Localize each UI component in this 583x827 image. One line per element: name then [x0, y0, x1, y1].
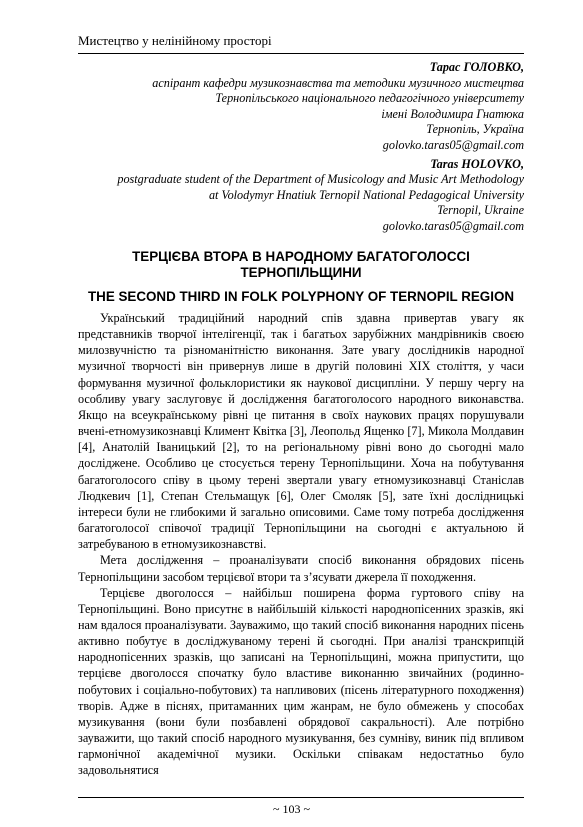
page-number: ~ 103 ~: [273, 802, 310, 816]
author-affiliation-line: Тернопільського національного педагогічного університету: [215, 91, 524, 106]
author-location: Ternopil, Ukraine: [437, 203, 524, 218]
author-name-uk: Тарас ГОЛОВКО,: [429, 60, 524, 74]
author-block-en: [78, 157, 524, 235]
author-location: Тернопіль, Україна: [426, 122, 524, 137]
author-affiliation-line: at Volodymyr Hnatiuk Ternopil National Pedagogical University: [208, 187, 524, 202]
body-paragraph: Терцієве двоголосся – найбільш поширена форма гуртового співу на Тернопільщині. Воно присутнє в найбільшій кількості народнопісенних зразків, які нам вдалося проаналізувати. Зауважимо, що такий спосіб виконання народних пісень активно побутує в досліджуваному терені й сьогодні. При аналізі транскрипцій народнопісенних зразків, що записані на Тернопільщині, можна припустити, що терцієве двоголосся спочатку було властиве виконанню звичайних (родинно-побутових і соціально-побутових) та напливових (пісень літературного походження) творів. Адже в піснях, притаманних цим жанрам, не було обмежень у способах музикування (вони були позбавлені обрядової сакральності). Але потрібно зауважити, що такий спосіб народного музикування, без сумніву, виник під впливом гармонічної академічної музики. Оскільки співакам недостатньо було задовольнятися: [78, 585, 524, 778]
header-divider: [78, 53, 524, 54]
body-paragraph: Мета дослідження – проаналізувати спосіб виконання обрядових пісень Тернопільщини засобом терцієвої втори та з’ясувати джерела її походження.: [78, 553, 524, 584]
article-body: [78, 310, 524, 779]
author-affiliation-line: імені Володимира Гнатюка: [381, 106, 524, 121]
footer-divider: [78, 797, 524, 798]
running-header: Мистецтво у нелінійному просторі: [78, 33, 272, 48]
article-title-uk: ТЕРЦІЄВА ВТОРА В НАРОДНОМУ БАГАТОГОЛОССІ ТЕРНОПІЛЬЩИНИ: [132, 249, 470, 280]
author-affiliation-line: postgraduate student of the Department of Musicology and Music Art Methodology: [117, 172, 524, 187]
body-paragraph: Український традиційний народний спів здавна привертав увагу як представників творчої інтелігенції, так і багатьох зарубіжних мандрівників своєю милозвучністю та різноманітністю виконання. Зате увагу дослідників народної музичної творчості він привернув лише в другій половині XIX століття, у часи формування музичної фольклористики як наукової дисципліни. У першу чергу на особливу увагу заслуговує й дослідження багатоголосого народного виконавства. Якщо на всеукраїнському рівні це питання в своїх наукових працях порушували вчені-етномузикознавці Климент Квітка [3], Леопольд Ященко [7], Микола Молдавин [4], Анатолій Іваницький [2], то на регіональному рівні воно до сьогодні мало досліджене. Особливо це стосується терену Тернопільщини. Хоча на побутування багатоголосого співу в цьому терені звертали увагу етномузикознавці Станіслав Людкевич [1], Степан Стельмащук [6], Олег Смоляк [5], зате їхні дослідницькі інтереси були не глибокими й загально описовими. Саме тому потреба дослідження багатоголосої співочої традиції Тернопільщини на сьогодні є актуальною й затребуваною в етномузикознавстві.: [78, 311, 524, 552]
author-email: golovko.taras05@gmail.com: [382, 218, 524, 233]
author-block-uk: [78, 60, 524, 154]
author-info: [78, 60, 524, 238]
author-name-en: Taras HOLOVKO,: [430, 156, 524, 171]
author-email: golovko.taras05@gmail.com: [382, 137, 524, 152]
article-title-en: THE SECOND THIRD IN FOLK POLYPHONY OF TERNOPIL REGION: [87, 289, 515, 304]
author-affiliation-line: аспірант кафедри музикознавства та методики музичного мистецтва: [152, 75, 524, 90]
